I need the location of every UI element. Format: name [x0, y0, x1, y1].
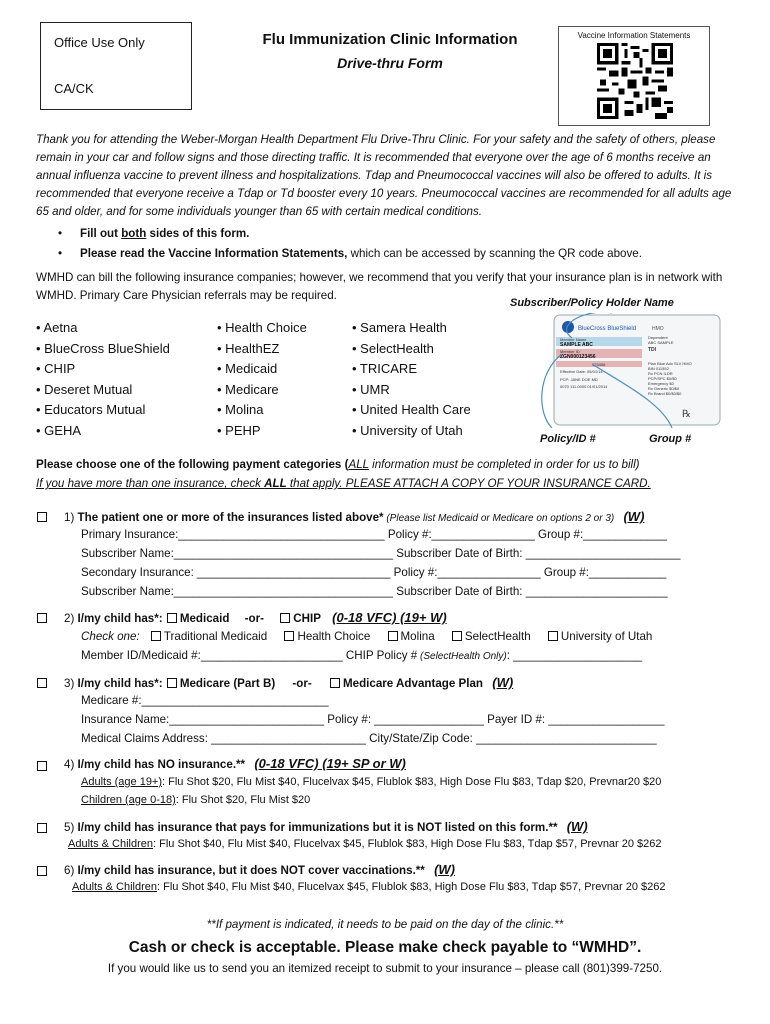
- payment-multi-instruction: If you have more than one insurance, check ALL that apply. PLEASE ATTACH A COPY OF YOUR INSURANCE CARD.: [36, 477, 651, 490]
- option-5-tag: (W): [566, 819, 588, 834]
- claims-address-field[interactable]: Medical Claims Address: ________________________ City/State/Zip Code: ____________________________: [81, 732, 657, 745]
- option-4-tag: (0-18 VFC) (19+ SP or W): [254, 756, 406, 771]
- medicaid-plan-options: Check one: Traditional Medicaid Health Choice Molina SelectHealth University of Utah: [81, 630, 653, 643]
- office-use-box: [40, 22, 192, 110]
- option-3-title: 3) I/my child has*: Medicare (Part B) -or- Medicare Advantage Plan (W): [64, 675, 514, 690]
- insurance-item: • Educators Mutual: [36, 402, 146, 417]
- card-member-name: SAMPLE ABC: [560, 342, 593, 348]
- card-bin: BIN 011552: [648, 366, 669, 371]
- selecthealth-checkbox[interactable]: [452, 631, 462, 641]
- university-of-utah-checkbox[interactable]: [548, 631, 558, 641]
- option-1-checkbox[interactable]: [37, 512, 47, 522]
- option-6-title: 6) I/my child has insurance, but it does NOT cover vaccinations.** (W): [64, 862, 455, 877]
- office-use-label: Office Use Only: [54, 35, 145, 50]
- option-3-tag: (W): [492, 675, 514, 690]
- policy-id-label: Policy/ID #: [540, 433, 596, 445]
- secondary-insurance-field[interactable]: Secondary Insurance: ______________________________ Policy #:________________ Group #:____________: [81, 566, 667, 579]
- payment-day-note: **If payment is indicated, it needs to be paid on the day of the clinic.**: [206, 918, 564, 931]
- option-4-checkbox[interactable]: [37, 761, 47, 771]
- option-6-tag: (W): [434, 862, 455, 877]
- molina-checkbox[interactable]: [388, 631, 398, 641]
- insurance-item: • SelectHealth: [352, 340, 434, 356]
- card-rx-symbol: ℞: [682, 409, 691, 420]
- page-title: Flu Immunization Clinic Information: [262, 31, 518, 48]
- insurance-column-3: [352, 318, 471, 441]
- adult-prices-no-insurance: Adults (age 19+): Flu Shot $20, Flu Mist $40, Flucelvax $45, Flublok $83, High Dose Flu $83, Tdap $20, Prevnar20 $20: [81, 776, 662, 788]
- insurance-item: • Health Choice: [217, 320, 307, 335]
- card-rx-brand: Rx Brand $0/$0/$0: [648, 391, 682, 396]
- card-dependent-label: Dependent: [648, 335, 668, 340]
- medicare-checkbox[interactable]: [167, 678, 177, 688]
- option-5-title: 5) I/my child has insurance that pays for immunizations but it is NOT listed on this form.** (W): [64, 819, 588, 834]
- bullet-read-vis: • Please read the Vaccine Information Statements, which can be accessed by scanning the QR code above.: [60, 244, 740, 264]
- card-hmo: HMO: [652, 326, 664, 332]
- option-1-title: 1) The patient one or more of the insurances listed above* (Please list Medicaid or Medicare on options 2 or 3) (W): [64, 509, 645, 524]
- medicare-advantage-checkbox[interactable]: [330, 678, 340, 688]
- secondary-subscriber-field[interactable]: Subscriber Name:__________________________________ Subscriber Date of Birth: ______________________: [81, 585, 668, 598]
- card-group-id: 123456: [592, 362, 606, 367]
- intro-paragraph: Thank you for attending the Weber-Morgan Health Department Flu Drive-Thru Clinic. For your safety and the safety of others, please remain in your car and follow signs and those directing traffic. It is recommended that everyone over the age of 6 months receive an annual influenza vaccine to prevent illness and hospitalizations. Tdap and Pneumococcal vaccines will also be offered to adults. It is recommended that everyone receive a Tdap or Td booster every 10 years. Pneumococcal vaccines are recommended for all adults age 65 and older, and for some individuals younger than 65 with certain medical conditions.: [36, 133, 732, 218]
- chip-checkbox[interactable]: [280, 613, 290, 623]
- card-effective: Effective Date: 05/01/14: [560, 369, 603, 374]
- cack-label: CA/CK: [54, 81, 94, 96]
- insurance-name-field[interactable]: Insurance Name:________________________ Policy #: _________________ Payer ID #: __________________: [81, 713, 665, 726]
- insurance-item: • Samera Health: [352, 320, 447, 335]
- medicare-number-field[interactable]: Medicare #:_____________________________: [81, 694, 329, 707]
- card-member-id: ZGN000123456: [560, 354, 596, 360]
- page-subtitle: Drive-thru Form: [337, 55, 443, 71]
- option-2-tag: (0-18 VFC) (19+ W): [332, 610, 447, 625]
- insurance-item: • HealthEZ: [217, 340, 280, 356]
- vis-caption: Vaccine Information Statements: [577, 31, 691, 40]
- group-label: Group #: [649, 433, 692, 445]
- insurance-column-1: [36, 318, 170, 441]
- option-6-prices: Adults & Children: Flu Shot $40, Flu Mist $40, Flucelvax $45, Flublok $83, High Dose Flu $83, Tdap $57, Prevnar 20 $262: [72, 881, 666, 893]
- medicaid-checkbox[interactable]: [167, 613, 177, 623]
- card-rx-generic: Rx Generic $0/$0: [648, 386, 680, 391]
- insurance-item: • United Health Care: [352, 402, 471, 417]
- instruction-bullets: [60, 224, 740, 264]
- insurance-item: • Medicare: [217, 381, 279, 397]
- card-brand: BlueCross BlueShield: [578, 326, 637, 332]
- card-emergency: Emergency $0: [648, 381, 674, 386]
- card-plan: Plan Blue Adv SLV HMO: [648, 361, 692, 366]
- vis-qr-box[interactable]: [558, 26, 710, 126]
- insurance-item: • Deseret Mutual: [36, 381, 133, 397]
- insurance-item: • BlueCross BlueShield: [36, 340, 170, 356]
- insurance-item: • GEHA: [36, 422, 82, 438]
- subscriber-label: Subscriber/Policy Holder Name: [510, 297, 674, 309]
- receipt-note: If you would like us to send you an itemized receipt to submit to your insurance – please call (801)399-7250.: [107, 962, 663, 975]
- card-member-id-label: Member ID: [560, 349, 580, 354]
- insurance-item: • Aetna: [36, 320, 78, 335]
- insurance-item: • CHIP: [36, 361, 76, 376]
- option-4-title: 4) I/my child has NO insurance.** (0-18 VFC) (19+ SP or W): [64, 756, 406, 771]
- card-copay: PCP/SPC $0/$0: [648, 376, 677, 381]
- option-2-title: 2) I/my child has*: Medicaid -or- CHIP (0-18 VFC) (19+ W): [64, 610, 447, 625]
- insurance-item: • Molina: [217, 402, 264, 417]
- option-5-prices: Adults & Children: Flu Shot $40, Flu Mist $40, Flucelvax $45, Flublok $83, High Dose Flu $83, Tdap $57, Prevnar 20 $262: [68, 838, 662, 850]
- wmhd-billing-paragraph: WMHD can bill the following insurance companies; however, we recommend that you verify that your insurance plan is in network with WMHD. Primary Care Physician referrals may be required.: [36, 271, 723, 302]
- insurance-column-2: [217, 318, 307, 441]
- card-tdi: TDI: [648, 347, 657, 353]
- card-member-name-label: Member Name: [560, 337, 587, 342]
- option-1-tag: (W): [623, 509, 645, 524]
- option-5-checkbox[interactable]: [37, 823, 47, 833]
- subscriber-name-field[interactable]: Subscriber Name:__________________________________ Subscriber Date of Birth: ________________________: [81, 547, 681, 560]
- insurance-card-illustration: [532, 313, 722, 428]
- option-6-checkbox[interactable]: [37, 866, 47, 876]
- option-2-checkbox[interactable]: [37, 613, 47, 623]
- insurance-item: • University of Utah: [352, 422, 463, 438]
- card-phone: 0070 111-0000 01/01/2014: [560, 384, 608, 389]
- insurance-item: • PEHP: [217, 422, 261, 438]
- insurance-item: • Medicaid: [217, 361, 278, 376]
- card-pcn: Rx PCN ILDR: [648, 371, 673, 376]
- insurance-item: • TRICARE: [352, 361, 417, 376]
- option-3-checkbox[interactable]: [37, 678, 47, 688]
- insurance-item: • UMR: [352, 381, 390, 397]
- payment-instruction: Please choose one of the following payment categories (ALL information must be completed in order for us to bill): [36, 458, 640, 471]
- card-dependent: ABC SAMPLE: [648, 340, 674, 345]
- primary-insurance-field[interactable]: Primary Insurance:________________________________ Policy #:________________ Group #:_____________: [81, 528, 667, 541]
- bcbs-logo-icon: [562, 321, 574, 333]
- health-choice-checkbox[interactable]: [284, 631, 294, 641]
- traditional-medicaid-checkbox[interactable]: [151, 631, 161, 641]
- qr-code-icon[interactable]: [597, 43, 673, 119]
- card-pcp: PCP: JANE DOE MD: [560, 377, 598, 382]
- bullet-fill-both: • Fill out both sides of this form.: [60, 224, 740, 244]
- payment-method-note: Cash or check is acceptable. Please make check payable to “WMHD”.: [128, 939, 642, 956]
- child-prices-no-insurance: Children (age 0-18): Flu Shot $20, Flu Mist $20: [81, 794, 311, 806]
- member-id-field[interactable]: Member ID/Medicaid #:______________________ CHIP Policy # (SelectHealth Only): ____________________: [81, 649, 643, 662]
